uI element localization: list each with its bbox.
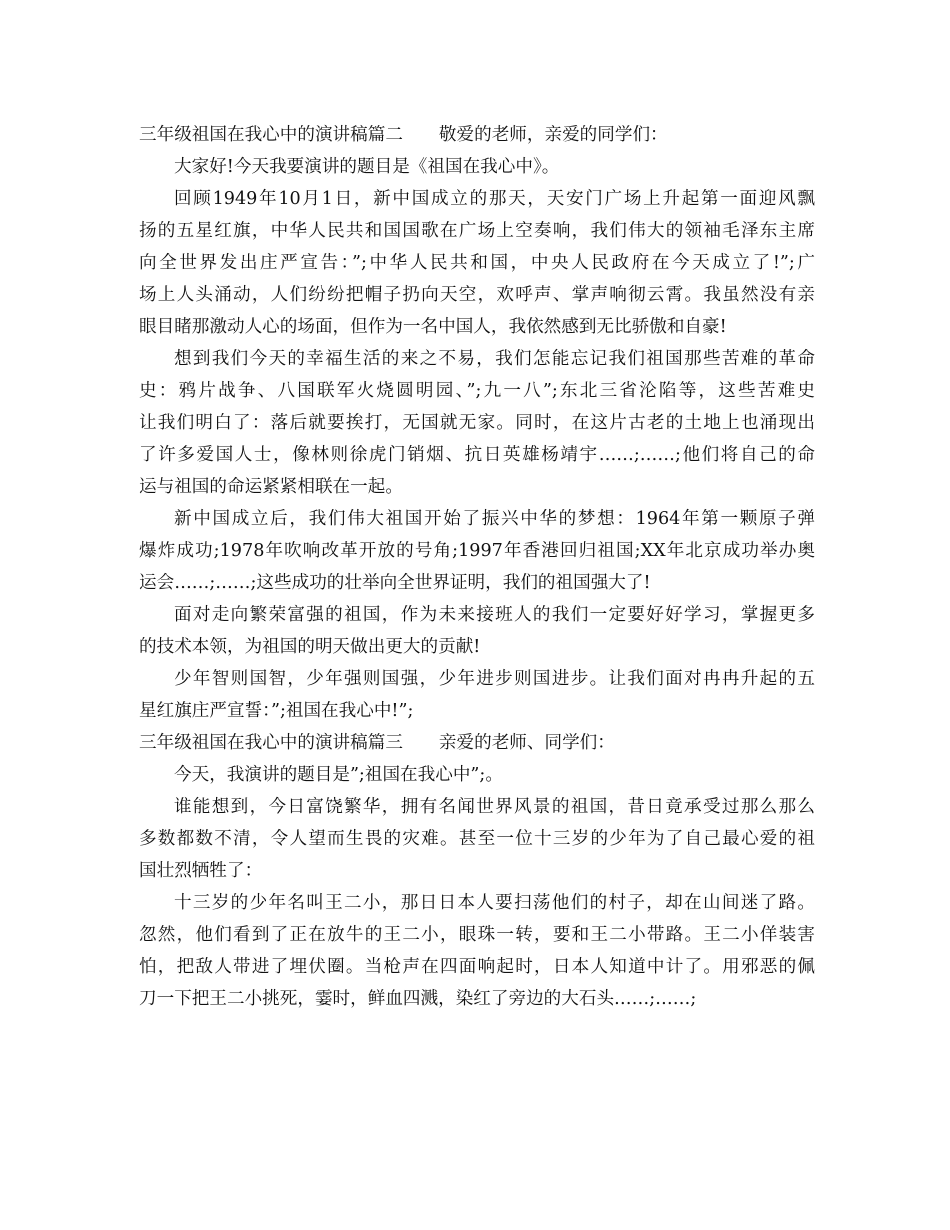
- heading-title: 三年级祖国在我心中的演讲稿篇三: [139, 733, 403, 753]
- paragraph-line: 星红旗庄严宣誓：”;祖国在我心中!”;: [139, 701, 414, 721]
- paragraph-line: 史：鸦片战争、八国联军火烧圆明园、”;九一八”;东北三省沦陷等，这些苦难史: [139, 381, 815, 401]
- paragraph-line: 让我们明白了：落后就要挨打，无国就无家。同时，在这片古老的土地上也涌现出: [139, 413, 815, 433]
- paragraph-line: 国壮烈牺牲了：: [139, 861, 263, 881]
- paragraph-line: 扬的五星红旗，中华人民共和国国歌在广场上空奏响，我们伟大的领袖毛泽东主席: [139, 221, 815, 241]
- paragraph-line: 今天，我演讲的题目是”;祖国在我心中”;。: [174, 765, 503, 785]
- paragraph-line: 多数都数不清，令人望而生畏的灾难。甚至一位十三岁的少年为了自己最心爱的祖: [139, 829, 815, 849]
- paragraph-line: 场上人头涌动，人们纷纷把帽子扔向天空，欢呼声、掌声响彻云霄。我虽然没有亲: [139, 285, 815, 305]
- paragraph-line: 面对走向繁荣富强的祖国，作为未来接班人的我们一定要好好学习，掌握更多: [174, 605, 815, 625]
- heading-greeting: 敬爱的老师，亲爱的同学们：: [438, 125, 668, 145]
- heading-greeting: 亲爱的老师、同学们：: [438, 733, 615, 753]
- paragraph-line: 少年智则国智，少年强则国强，少年进步则国进步。让我们面对冉冉升起的五: [174, 669, 815, 689]
- paragraph-line: 忽然，他们看到了正在放牛的王二小，眼珠一转，要和王二小带路。王二小佯装害: [139, 925, 815, 945]
- paragraph-line: 回顾1949年10月1日，新中国成立的那天，天安门广场上升起第一面迎风飘: [174, 189, 815, 209]
- paragraph-line: 谁能想到，今日富饶繁华，拥有名闻世界风景的祖国，昔日竟承受过那么那么: [174, 797, 815, 817]
- paragraph-line: 运会……;……;这些成功的壮举向全世界证明，我们的祖国强大了!: [139, 573, 651, 593]
- paragraph-line: 的技术本领，为祖国的明天做出更大的贡献!: [139, 637, 481, 657]
- document-page: [139, 119, 815, 1015]
- heading-title: 三年级祖国在我心中的演讲稿篇二: [139, 125, 403, 145]
- paragraph-line: 爆炸成功;1978年吹响改革开放的号角;1997年香港回归祖国;XX年北京成功举办奥: [139, 541, 815, 561]
- paragraph-line: 向全世界发出庄严宣告：”;中华人民共和国，中央人民政府在今天成立了!”;广: [139, 253, 815, 273]
- paragraph-line: 运与祖国的命运紧紧相联在一起。: [139, 477, 403, 497]
- paragraph-line: 大家好!今天我要演讲的题目是《祖国在我心中》。: [174, 157, 560, 177]
- paragraph-line: 十三岁的少年名叫王二小，那日日本人要扫荡他们的村子，却在山间迷了路。: [174, 893, 815, 913]
- paragraph-line: 刀一下把王二小挑死，霎时，鲜血四溅，染红了旁边的大石头……;……;: [139, 989, 697, 1009]
- section-heading-2: [139, 119, 815, 151]
- paragraph-line: 新中国成立后，我们伟大祖国开始了振兴中华的梦想：1964年第一颗原子弹: [174, 509, 815, 529]
- paragraph-line: 怕，把敌人带进了埋伏圈。当枪声在四面响起时，日本人知道中计了。用邪恶的佩: [139, 957, 815, 977]
- paragraph-line: 了许多爱国人士，像林则徐虎门销烟、抗日英雄杨靖宇……;……;他们将自己的命: [139, 445, 815, 465]
- section-heading-3: [139, 727, 815, 759]
- paragraph-line: 想到我们今天的幸福生活的来之不易，我们怎能忘记我们祖国那些苦难的革命: [174, 349, 815, 369]
- paragraph-line: 眼目睹那激动人心的场面，但作为一名中国人，我依然感到无比骄傲和自豪!: [139, 317, 727, 337]
